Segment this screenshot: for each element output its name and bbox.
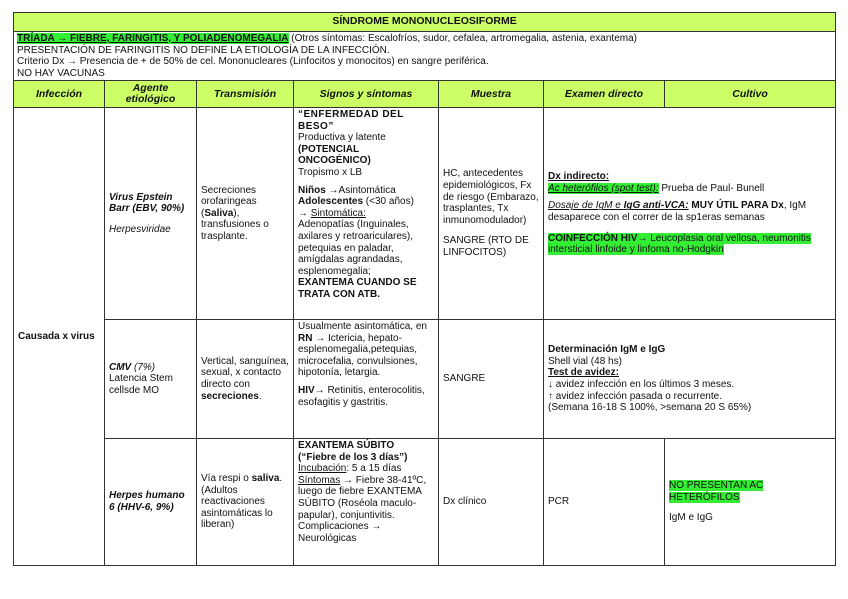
signs-cell-cmv xyxy=(294,320,439,439)
infection-cell: Causada x virus xyxy=(14,108,105,566)
intro-line-pharyngitis: PRESENTACIÓN DE FARINGITIS NO DEFINE LA ETIOLOGÍA DE LA INFECCIÓN. xyxy=(17,44,390,56)
header-culture: Cultivo xyxy=(665,81,836,108)
exam-line: (Semana 16-18 S 100%, >semana 20 S 65%) xyxy=(548,402,752,414)
signs-exanthem-atb: EXANTEMA CUANDO SE TRATA CON ATB. xyxy=(298,277,417,300)
page-title: SÍNDROME MONONUCLEOSIFORME xyxy=(14,13,836,32)
signs-line: Adenopatías (Inguinales, axilares y retroariculares), petequias en paladar, amígdalas agrandadas, esplenomegalia; xyxy=(298,219,414,277)
header-agent: Agente etiológico xyxy=(105,81,197,108)
exam-indirect-title: Dx indirecto: xyxy=(548,171,610,183)
agent-family-ebv: Herpesviridae xyxy=(109,223,171,235)
exam-cell-ebv xyxy=(544,108,836,320)
triad-other-symptoms: (Otros síntomas: Escalofríos, sudor, cefalea, artromegalia, astenia, exantema) xyxy=(288,33,637,44)
exam-line: ↓ avidez infección en los últimos 3 meses. xyxy=(548,379,735,390)
signs-line: : 5 a 15 días xyxy=(346,463,402,475)
signs-children: Niños xyxy=(298,184,326,196)
exam-line: , IgM desaparece con el correr de la sp1eras semanas xyxy=(548,200,807,223)
syndrome-table xyxy=(13,12,836,566)
table-row-ebv xyxy=(14,108,836,320)
syndrome-table-sheet xyxy=(13,12,835,566)
signs-complications: Complicaciones → Neurológicas xyxy=(298,521,382,544)
agent-cell-ebv xyxy=(105,108,197,320)
signs-line: →Asintomática xyxy=(325,184,396,196)
exam-very-useful: MUY ÚTIL PARA Dx xyxy=(688,200,784,212)
exam-line: Prueba de Paul- Bunell xyxy=(658,182,765,194)
exam-line: ↑ avidez infección pasada o recurrente. xyxy=(548,390,722,402)
signs-line: → Retinitis, enterocolitis, esofagitis y gastritis. xyxy=(298,384,425,408)
sample-line: HC, antecedentes epidemiológicos, Fx de riesgo (Embarazo, trasplantes, Tx inmunomodulador) xyxy=(443,168,539,226)
transmission-saliva: Saliva xyxy=(204,207,234,219)
transmission-text-end: . xyxy=(258,390,262,402)
signs-line: → Fiebre 38-41ºC, luego de fiebre EXANTEMA SÚBITO (Roséola maculo-papular), conjuntivitis. xyxy=(298,474,427,521)
transmission-saliva: saliva xyxy=(251,473,280,485)
column-header-row xyxy=(14,81,836,108)
exam-shell-vial: Shell vial (48 hs) xyxy=(548,355,622,367)
signs-oncogenic: (POTENCIAL ONCOGÉNICO) xyxy=(298,143,371,167)
header-sample: Muestra xyxy=(439,81,544,108)
exam-avidity-title: Test de avidez: xyxy=(548,367,619,379)
culture-cell-hhv6 xyxy=(665,439,836,566)
signs-cell-hhv6 xyxy=(294,439,439,566)
sample-line: SANGRE (RTO DE LINFOCITOS) xyxy=(443,235,529,258)
exam-heterophile: Ac heterófilos (spot test): xyxy=(548,182,659,194)
culture-igm-igg: IgM e IgG xyxy=(669,512,713,524)
exam-hiv-coinfection: COINFECCIÓN HIV xyxy=(548,232,638,244)
signs-line: Productiva y latente xyxy=(298,132,386,144)
intro-line-criteria: Criterio Dx → Presencia de + de 50% de cel. Mononucleares (Linfocitos y monocitos) en sangre periférica. xyxy=(17,56,489,67)
triad-label: TRÍADA → FIEBRE, FARINGITIS, Y POLIADENOMEGALIA xyxy=(17,33,289,44)
transmission-cell-hhv6 xyxy=(197,439,294,566)
agent-cell-cmv xyxy=(105,320,197,439)
signs-hiv: HIV xyxy=(298,384,315,396)
sample-cell-ebv xyxy=(439,108,544,320)
header-transmission: Transmisión xyxy=(197,81,294,108)
transmission-text: Vertical, sanguínea, sexual, x contacto directo con xyxy=(201,355,289,390)
signs-line: Usualmente asintomática, en xyxy=(298,321,427,332)
agent-name-ebv: Virus Epstein Barr (EBV, 90%) xyxy=(109,191,185,215)
signs-adolescents: Adolescentes xyxy=(298,196,364,208)
culture-no-heterophile: NO PRESENTAN AC HETERÓFILOS xyxy=(669,480,764,503)
exam-line: → Leucoplasia oral vellosa, neumonitis intersticial linfoide y linfoma no-Hodgkin xyxy=(548,232,811,256)
header-direct-exam: Examen directo xyxy=(544,81,665,108)
signs-line: → Ictericia, hepato-esplenomegalia,petequias, microcefalia, convulsiones, hipotonía, letargia. xyxy=(298,332,418,379)
agent-name-cmv: CMV xyxy=(109,361,132,373)
exam-igg-vca: IgG anti-VCA: xyxy=(623,200,689,212)
table-row-cmv xyxy=(14,320,836,439)
signs-symptoms: Síntomas xyxy=(298,474,341,486)
header-infection: Infección xyxy=(14,81,105,108)
transmission-text-end: ), transfusiones o trasplante. xyxy=(201,207,269,242)
exam-cell-hhv6: PCR xyxy=(544,439,665,566)
signs-incubation: Incubación xyxy=(298,463,347,475)
signs-line: (<30 años) xyxy=(363,196,414,208)
table-row-hhv6 xyxy=(14,439,836,566)
agent-percent-cmv: (7%) xyxy=(131,361,156,373)
transmission-cell-cmv xyxy=(197,320,294,439)
agent-cell-hhv6 xyxy=(105,439,197,566)
signs-arrow: → xyxy=(298,207,311,219)
agent-latency-cmv: Latencia Stem cellsde MO xyxy=(109,373,173,396)
header-signs: Signos y síntomas xyxy=(294,81,439,108)
transmission-text: Secreciones orofaringeas ( xyxy=(201,184,257,219)
signs-exanthem-subitum: EXANTEMA SÚBITO (“Fiebre de los 3 días”) xyxy=(298,440,408,463)
signs-newborn: RN xyxy=(298,332,313,344)
signs-cell-ebv xyxy=(294,108,439,320)
transmission-text: Vía respi o xyxy=(201,473,252,485)
transmission-secretions: secreciones xyxy=(201,390,259,402)
signs-symptomatic: Sintomática: xyxy=(310,207,366,219)
sample-cell-hhv6: Dx clínico xyxy=(439,439,544,566)
sample-cell-cmv: SANGRE xyxy=(439,320,544,439)
transmission-cell-ebv xyxy=(197,108,294,320)
exam-line: Dosaje de IgM e xyxy=(548,200,624,212)
agent-name-hhv6: Herpes humano 6 (HHV-6, 9%) xyxy=(109,490,185,513)
exam-cell-cmv xyxy=(544,320,836,439)
signs-line: Tropismo x LB xyxy=(298,166,363,178)
intro-line-vaccines: NO HAY VACUNAS xyxy=(17,67,105,79)
exam-igm-igg: Determinación IgM e IgG xyxy=(548,344,666,356)
intro-block xyxy=(14,32,836,81)
signs-title-ebv: “ENFERMEDAD DEL BESO” xyxy=(298,109,404,132)
transmission-text-end: . (Adultos reactivaciones asintomáticas lo liberan) xyxy=(201,473,283,531)
